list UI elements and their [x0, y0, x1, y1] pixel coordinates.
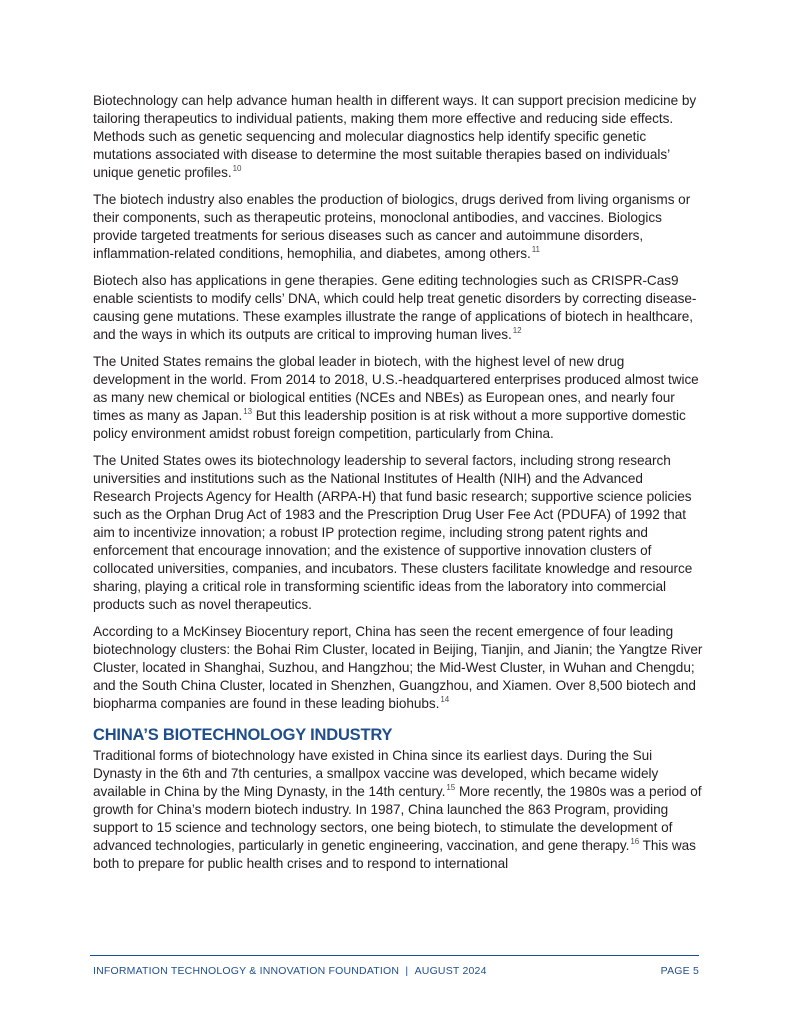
- footnote-marker[interactable]: 15: [446, 783, 456, 793]
- paragraph-text-continued: More recently, the 1980s was a period of growth for China’s modern biotech industry. In 1987, China launched the 863 Program, providing support to 15 science and technology sectors, one being biotech, to stimulate the development of advanced technologies, particularly in genetic engineering, vaccination, and gene therapy.: [93, 784, 702, 853]
- paragraph-leadership-factors: [93, 452, 703, 614]
- footnote-marker[interactable]: 11: [531, 245, 540, 255]
- footnote-marker[interactable]: 14: [440, 695, 450, 705]
- paragraph-us-leadership: [93, 353, 703, 443]
- paragraph-text: According to a McKinsey Biocentury report, China has seen the recent emergence of four leading biotechnology clusters: the Bohai Rim Cluster, located in Beijing, Tianjin, and Jianin; the Yangtze River Cluster, located in Shanghai, Suzhou, and Hangzhou; the Mid-West Cluster, in Wuhan and Chengdu; and the South China Cluster, located in Shenzhen, Guangzhou, and Xiamen. Over 8,500 biotech and biopharma companies are found in these leading biohubs.: [93, 624, 703, 711]
- paragraph-precision-medicine: [93, 92, 703, 182]
- paragraph-text: The United States owes its biotechnology leadership to several factors, including strong research universities and institutions such as the National Institutes of Health (NIH) and the Advanced Research Projects Agency for Health (ARPA-H) that fund basic research; supportive science policies such as the Orphan Drug Act of 1983 and the Prescription Drug User Fee Act (PDUFA) of 1992 that aim to incentivize innovation; a robust IP protection regime, including strong patent rights and enforcement that encourage innovation; and the existence of supportive innovation clusters of collocated universities, companies, and incubators. These clusters facilitate knowledge and resource sharing, playing a critical role in transforming scientific ideas from the laboratory into commercial products such as novel therapeutics.: [93, 453, 693, 612]
- footnote-marker[interactable]: 10: [232, 164, 242, 174]
- footnote-marker[interactable]: 16: [630, 837, 640, 847]
- paragraph-text-continued: But this leadership position is at risk without a more supportive domestic policy environment amidst robust foreign competition, particularly from China.: [93, 408, 686, 441]
- paragraph-biologics: [93, 191, 703, 263]
- section-heading: CHINA’S BIOTECHNOLOGY INDUSTRY: [93, 726, 393, 744]
- paragraph-text: The biotech industry also enables the production of biologics, drugs derived from living organisms or their components, such as therapeutic proteins, monoclonal antibodies, and vaccines. Biologics provide targeted treatments for serious diseases such as cancer and autoimmune disorders, inflammation-related conditions, hemophilia, and diabetes, among others.: [93, 192, 691, 261]
- paragraph-text: The United States remains the global leader in biotech, with the highest level of new drug development in the world. From 2014 to 2018, U.S.-headquartered enterprises produced almost twice as many new chemical or biological entities (NCEs and NBEs) as European ones, and nearly four times as many as Japan.: [93, 354, 699, 423]
- document-body: [93, 92, 703, 882]
- paragraph-text: Biotechnology can help advance human health in different ways. It can support precision medicine by tailoring therapeutics to individual patients, making them more effective and reducing side effects. Methods such as genetic sequencing and molecular diagnostics help identify specific genetic mutations associated with disease to determine the most suitable therapies based on individuals’ unique genetic profiles.: [93, 93, 697, 180]
- footnote-marker[interactable]: 12: [512, 326, 522, 336]
- paragraph-text: Biotech also has applications in gene therapies. Gene editing technologies such as CRISPR-Cas9 enable scientists to modify cells’ DNA, which could help treat genetic disorders by correcting disease-causing gene mutations. These examples illustrate the range of applications of biotech in healthcare, and the ways in which its outputs are critical to improving human lives.: [93, 273, 697, 342]
- paragraph-china-history: [93, 747, 703, 873]
- paragraph-text: Traditional forms of biotechnology have existed in China since its earliest days. During the Sui Dynasty in the 6th and 7th centuries, a smallpox vaccine was developed, which became widely available in China by the Ming Dynasty, in the 14th century.: [93, 748, 659, 799]
- page-footer: [93, 965, 699, 977]
- footer-org-date: [93, 965, 487, 977]
- paragraph-text-continued: This was both to prepare for public health crises and to respond to international: [93, 838, 696, 871]
- footer-date: AUGUST 2024: [414, 965, 487, 977]
- footer-separator: |: [405, 965, 409, 977]
- footnote-marker[interactable]: 13: [243, 407, 253, 417]
- page-number: PAGE 5: [660, 965, 699, 977]
- footer-divider: [90, 955, 699, 956]
- paragraph-gene-therapies: [93, 272, 703, 344]
- paragraph-china-clusters: [93, 623, 703, 713]
- footer-org: INFORMATION TECHNOLOGY & INNOVATION FOUNDATION: [93, 965, 400, 977]
